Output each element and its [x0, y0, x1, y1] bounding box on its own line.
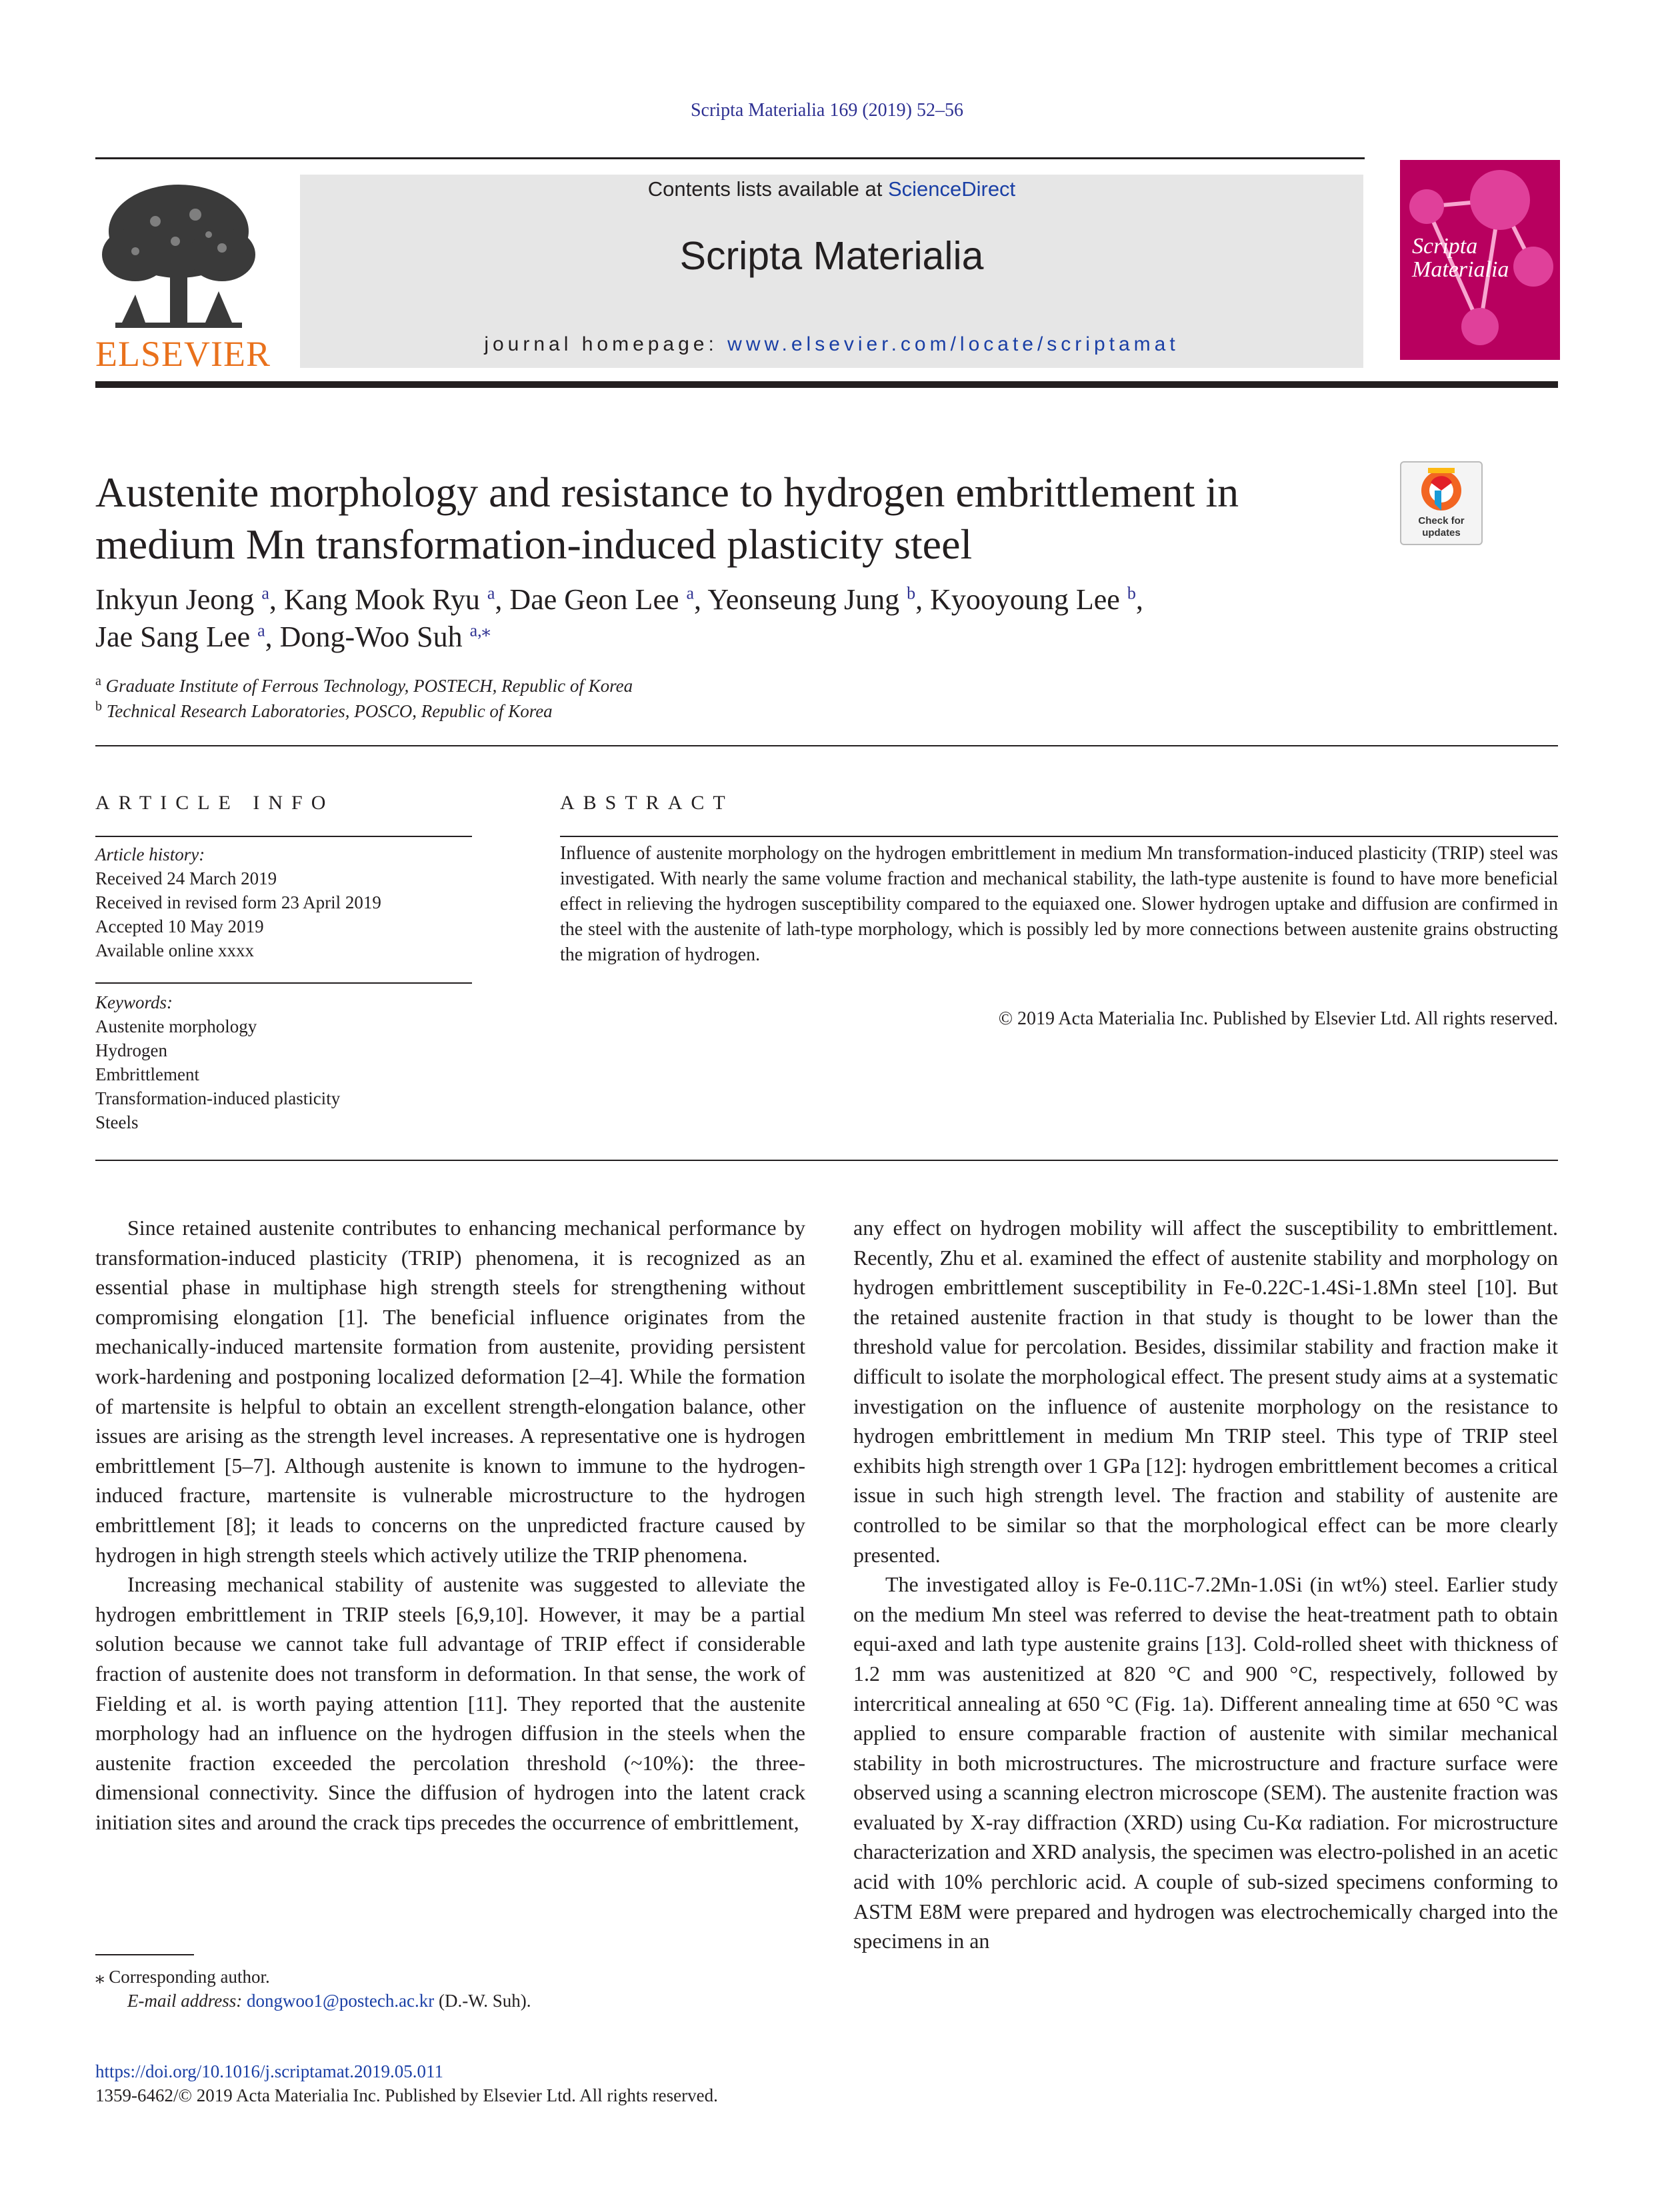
keywords-list: [95, 990, 340, 1134]
email-suffix: (D.-W. Suh).: [434, 1991, 531, 2011]
author-affiliation-mark[interactable]: b: [1127, 583, 1136, 603]
body-paragraph: Since retained austenite contributes to enhancing mechanical performance by transformation-induced plasticity (TRIP) phenomena, it is recognized as an essential phase in multiphase high strength steels for strengthening without compromising elongation [1]. The beneficial influence originates from the mechanically-induced martensite formation from austenite, providing persistent work-hardening and postponing localized deformation [2–4]. While the formation of martensite is helpful to obtain an excellent strength-elongation balance, other issues are arising as the strength level increases. A representative one is hydrogen embrittlement [5–7]. Although austenite is known to immune to the hydrogen-induced fracture, martensite is vulnerable microstructure to the hydrogen embrittlement [8]; it leads to concerns on the unpredicted fracture caused by hydrogen in high strength steels which actively utilize the TRIP phenomena.: [95, 1216, 805, 1567]
sciencedirect-link[interactable]: ScienceDirect: [887, 177, 1016, 201]
header-thick-rule: [95, 381, 1558, 388]
journal-homepage-line: [300, 333, 1363, 356]
author-separator: ,: [265, 620, 280, 653]
journal-citation[interactable]: Scripta Materialia 169 (2019) 52–56: [690, 100, 963, 121]
author-name[interactable]: Inkyun Jeong: [95, 583, 255, 616]
author-separator: ,: [269, 583, 284, 616]
affiliation-item: [95, 698, 633, 724]
header-top-rule: [95, 157, 1365, 159]
author-name[interactable]: Dae Geon Lee: [509, 583, 679, 616]
author-affiliation-mark[interactable]: b: [907, 583, 916, 603]
keywords-rule: [95, 982, 472, 984]
author-name[interactable]: Kyooyoung Lee: [930, 583, 1120, 616]
footnote-rule: [95, 1954, 194, 1955]
doi-link[interactable]: https://doi.org/10.1016/j.scriptamat.2019.05.011: [95, 2061, 443, 2081]
homepage-prefix: journal homepage:: [484, 333, 728, 355]
affiliations: [95, 673, 633, 724]
contents-available-line: [300, 177, 1363, 201]
article-title: Austenite morphology and resistance to hydrogen embrittlement in medium Mn transformation-induced plasticity steel: [95, 469, 1239, 568]
footnote: [95, 1965, 531, 2013]
author-separator: ,: [694, 583, 708, 616]
journal-homepage-link[interactable]: www.elsevier.com/locate/scriptamat: [727, 333, 1179, 355]
keyword-item: Steels: [95, 1112, 139, 1132]
author-affiliation-mark[interactable]: a,⁎: [469, 620, 491, 640]
contents-prefix: Contents lists available at: [647, 177, 888, 201]
author-affiliation-mark[interactable]: a: [257, 620, 265, 640]
abstract-copyright: © 2019 Acta Materialia Inc. Published by Elsevier Ltd. All rights reserved.: [998, 1008, 1558, 1029]
history-label: Article history:: [95, 844, 205, 864]
journal-name: Scripta Materialia: [679, 234, 984, 278]
body-paragraph: The investigated alloy is Fe-0.11C-7.2Mn-1.0Si (in wt%) steel. Earlier study on the medium Mn steel was referred to devise the heat-treatment path to obtain equi-axed and lath type austenite grains [13]. Cold-rolled sheet with thickness of 1.2 mm was austenitized at 820 °C and 900 °C, respectively, followed by intercritical annealing at 650 °C (Fig. 1a). Different annealing time at 650 °C was applied to ensure comparable fraction of austenite with similar mechanical stability in both microstructures. The microstructure and fracture surface were observed using a scanning electron microscope (SEM). The austenite fraction was evaluated by X-ray diffraction (XRD) using Cu-Kα radiation. For microstructure characterization and XRD analysis, the specimen was electro-polished in an acetic acid with 10% perchloric acid. A couple of sub-sized specimens conforming to ASTM E8M were prepared and hydrogen was electrochemically charged into the specimens in an: [853, 1572, 1558, 1953]
body-paragraph: any effect on hydrogen mobility will affect the susceptibility to embrittlement. Recently, Zhu et al. examined the effect of austenite stability and morphology on hydrogen embrittlement susceptibility in Fe-0.22C-1.4Si-1.8Mn steel [10]. But the retained austenite fraction in that study is thought to be lower than the threshold value for percolation. Besides, dissimilar stability and fraction make it difficult to isolate the morphological effect. The present study aims at a systematic investigation on the influence of austenite morphology on the resistance to hydrogen embrittlement in medium Mn TRIP steel. This type of TRIP steel exhibits high strength over 1 GPa [12]: hydrogen embrittlement becomes a critical issue in such high strength level. The fraction and stability of austenite are controlled to be similar so that the morphological effect can be more clearly presented.: [853, 1216, 1558, 1567]
keywords-label: Keywords:: [95, 992, 173, 1012]
body-paragraph: Increasing mechanical stability of austenite was suggested to alleviate the hydrogen embrittlement in TRIP steels [6,9,10]. However, it may be a partial solution because we cannot take full advantage of TRIP effect if considerable fraction of austenite does not transform in deformation. In that sense, the work of Fielding et al. is worth paying attention [11]. They reported that the austenite morphology had an influence on the hydrogen diffusion in the steels when the austenite fraction exceeded the percolation threshold (~10%): the three-dimensional connectivity. Since the diffusion of hydrogen into the latent crack initiation sites and around the crack tips precedes the occurrence of embrittlement,: [95, 1572, 805, 1834]
author-name[interactable]: Kang Mook Ryu: [283, 583, 480, 616]
crossmark-label-line1: Check for: [1418, 515, 1465, 527]
affiliation-text: Graduate Institute of Ferrous Technology, POSTECH, Republic of Korea: [105, 676, 633, 696]
author-affiliation-mark[interactable]: a: [261, 583, 269, 603]
keyword-item: Hydrogen: [95, 1040, 167, 1060]
history-item: Available online xxxx: [95, 940, 254, 960]
history-item: Accepted 10 May 2019: [95, 916, 264, 936]
corresponding-author-note: ⁎ Corresponding author.: [95, 1967, 270, 1987]
affiliation-item: [95, 673, 633, 698]
author-affiliation-mark[interactable]: a: [487, 583, 495, 603]
issn-copyright: 1359-6462/© 2019 Acta Materialia Inc. Published by Elsevier Ltd. All rights reserved.: [95, 2085, 718, 2105]
abstract-text: Influence of austenite morphology on the hydrogen embrittlement in medium Mn transformation-induced plasticity (TRIP) steel was investigated. With nearly the same volume fraction and mechanical stability, the lath-type austenite is found to have more beneficial effect in relieving the hydrogen susceptibility compared to the equiaxed one. Slower hydrogen uptake and diffusion are confirmed in the steel with the austenite of lath-type morphology, which is possibly led by more connections between austenite grains obstructing the migration of hydrogen.: [560, 843, 1558, 965]
article-footer: [95, 2059, 718, 2107]
abstract-heading: ABSTRACT: [560, 792, 734, 814]
author-name[interactable]: Yeonseung Jung: [707, 583, 900, 616]
author-name[interactable]: Dong-Woo Suh: [279, 620, 463, 653]
journal-cover-thumbnail[interactable]: [1400, 160, 1560, 360]
body-column-left: [95, 1213, 805, 1837]
cover-title-line2: Materialia: [1412, 257, 1509, 282]
author-list: [95, 581, 1429, 656]
email-label: E-mail address:: [127, 1991, 247, 2011]
check-for-updates-badge[interactable]: [1400, 461, 1483, 545]
crossmark-label-line2: updates: [1422, 527, 1461, 539]
section-divider: [95, 745, 1558, 746]
history-item: Received 24 March 2019: [95, 868, 277, 888]
abstract-rule: [560, 836, 1558, 837]
author-affiliation-mark[interactable]: a: [686, 583, 695, 603]
email-line: [95, 1989, 531, 2013]
cover-title-line1: Scripta: [1412, 234, 1478, 259]
keyword-item: Transformation-induced plasticity: [95, 1088, 341, 1108]
body-column-right: [853, 1213, 1558, 1956]
affiliation-text: Technical Research Laboratories, POSCO, Republic of Korea: [106, 701, 553, 721]
article-info-rule: [95, 836, 472, 837]
history-item: Received in revised form 23 April 2019: [95, 892, 381, 912]
keyword-item: Embrittlement: [95, 1064, 199, 1084]
keyword-item: Austenite morphology: [95, 1016, 257, 1036]
author-separator: ,: [1135, 583, 1143, 616]
affiliation-mark: b: [95, 699, 102, 714]
article-info-heading: ARTICLE INFO: [95, 792, 335, 814]
elsevier-wordmark: ELSEVIER: [95, 334, 271, 374]
author-name[interactable]: Jae Sang Lee: [95, 620, 251, 653]
author-separator: ,: [495, 583, 510, 616]
article-history: [95, 842, 381, 962]
body-divider: [95, 1160, 1558, 1161]
affiliation-mark: a: [95, 674, 101, 688]
email-link[interactable]: dongwoo1@postech.ac.kr: [246, 1991, 435, 2011]
author-separator: ,: [915, 583, 931, 616]
